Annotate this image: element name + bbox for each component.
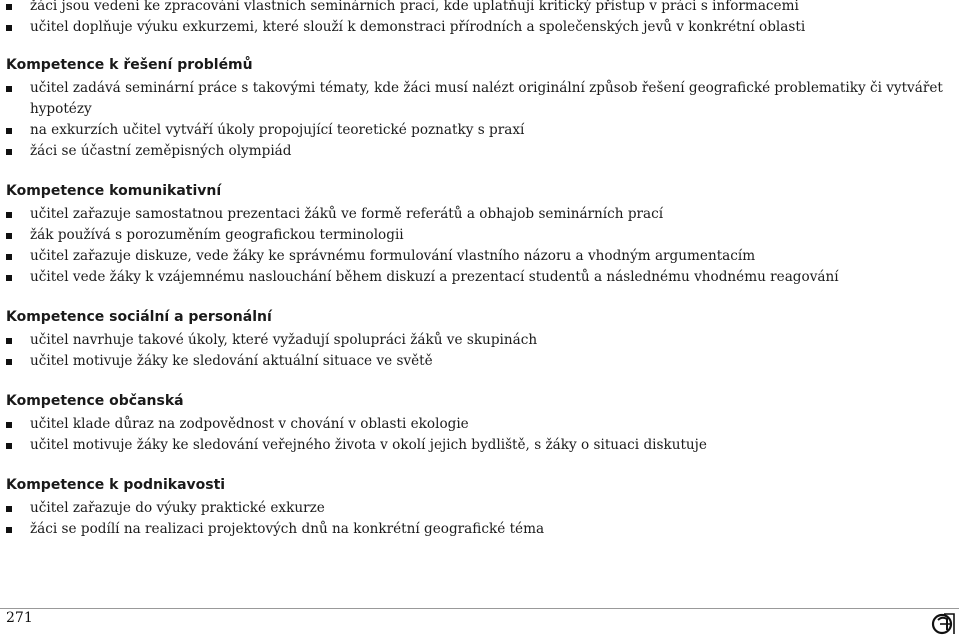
page-number: 271: [6, 610, 33, 626]
list-item: učitel motivuje žáky ke sledování veřejného života v okolí jejich bydliště, s žáky o situaci diskutuje: [6, 435, 956, 456]
square-bullet-icon: [6, 149, 12, 155]
list-item: učitel zařazuje do výuky praktické exkurze: [6, 498, 956, 519]
list-item: žáci se účastní zeměpisných olympiád: [6, 141, 956, 162]
school-logo-icon: [930, 610, 956, 636]
section-civic: [6, 392, 956, 456]
list-item: žáci jsou vedeni ke zpracování vlastních seminárních prací, kde uplatňují kritický přístup v práci s informacemi: [6, 0, 956, 17]
list-item: učitel vede žáky k vzájemnému naslouchání během diskuzí a prezentací studentů a následnému vhodnému reagování: [6, 267, 956, 288]
section-heading: Kompetence sociální a personální: [6, 309, 272, 325]
square-bullet-icon: [6, 25, 12, 31]
section-problem-solving: [6, 56, 956, 162]
square-bullet-icon: [6, 212, 12, 218]
list-item: učitel zařazuje samostatnou prezentaci žáků ve formě referátů a obhajob seminárních prací: [6, 204, 956, 225]
list-item: učitel motivuje žáky ke sledování aktuální situace ve světě: [6, 351, 956, 372]
square-bullet-icon: [6, 359, 12, 365]
square-bullet-icon: [6, 275, 12, 281]
section-heading: Kompetence k podnikavosti: [6, 477, 226, 493]
square-bullet-icon: [6, 527, 12, 533]
intro-list: [6, 0, 956, 38]
square-bullet-icon: [6, 338, 12, 344]
list-item: učitel doplňuje výuku exkurzemi, které slouží k demonstraci přírodních a společenských jevů v konkrétní oblasti: [6, 17, 956, 38]
section-social-personal: [6, 308, 956, 372]
section-heading: Kompetence k řešení problémů: [6, 57, 253, 73]
square-bullet-icon: [6, 254, 12, 260]
list-item: žák používá s porozuměním geografickou terminologii: [6, 225, 956, 246]
section-heading: Kompetence komunikativní: [6, 183, 222, 199]
square-bullet-icon: [6, 443, 12, 449]
list-item: učitel zadává seminární práce s takovými tématy, kde žáci musí nalézt originální způsob řešení geografické problematiky či vytvářet hypotézy: [6, 78, 956, 120]
section-heading: Kompetence občanská: [6, 393, 184, 409]
list-item: na exkurzích učitel vytváří úkoly propojující teoretické poznatky s praxí: [6, 120, 956, 141]
square-bullet-icon: [6, 422, 12, 428]
footer-divider: [0, 608, 959, 609]
square-bullet-icon: [6, 233, 12, 239]
section-communicative: [6, 182, 956, 288]
list-item: žáci se podílí na realizaci projektových dnů na konkrétní geografické téma: [6, 519, 956, 540]
list-item: učitel navrhuje takové úkoly, které vyžadují spolupráci žáků ve skupinách: [6, 330, 956, 351]
document-content: [6, 0, 956, 540]
square-bullet-icon: [6, 86, 12, 92]
square-bullet-icon: [6, 506, 12, 512]
square-bullet-icon: [6, 128, 12, 134]
list-item: učitel klade důraz na zodpovědnost v chování v oblasti ekologie: [6, 414, 956, 435]
section-entrepreneurship: [6, 476, 956, 540]
list-item: učitel zařazuje diskuze, vede žáky ke správnému formulování vlastního názoru a vhodným argumentacím: [6, 246, 956, 267]
square-bullet-icon: [6, 4, 12, 10]
